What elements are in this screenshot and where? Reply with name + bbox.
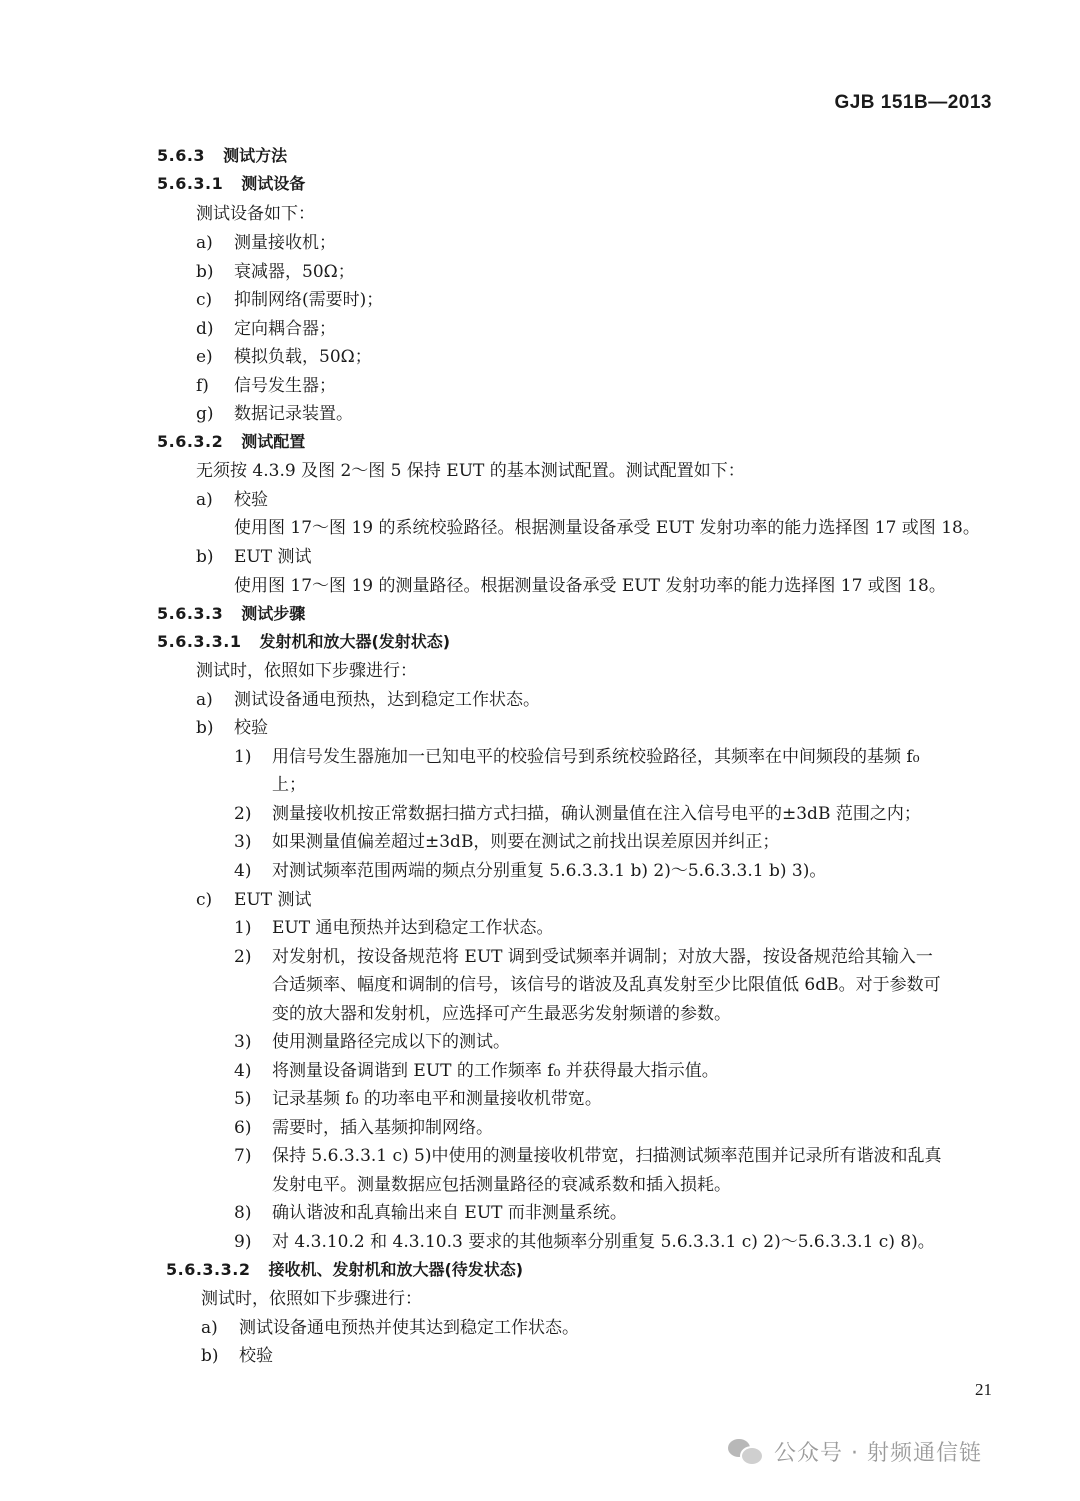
list-item [196,288,383,312]
paragraph-line [196,202,315,226]
line-text: 上； [272,775,306,795]
list-item [196,545,311,569]
paragraph-line [201,1287,422,1311]
list-marker: 1) [234,747,252,767]
list-item [196,345,372,369]
list-item [234,1144,942,1168]
line-text: 测试配置 [241,432,306,451]
list-item [196,716,268,740]
list-marker: a) [196,233,213,253]
section-number: 5.6.3.3 [157,604,224,623]
paragraph-line [272,973,941,997]
section-heading [157,630,450,654]
list-marker: e) [196,347,213,367]
list-item [196,260,355,284]
list-marker: 5) [234,1089,252,1109]
list-marker: b) [196,718,214,738]
line-text: 衰减器，50Ω； [234,262,355,282]
line-text: 保持 5.6.3.3.1 c) 5)中使用的测量接收机带宽，扫描测试频率范围并记录所有谐波和乱真 [272,1146,942,1166]
line-text: EUT 通电预热并达到稳定工作状态。 [272,918,554,938]
line-text: 数据记录装置。 [234,404,353,424]
list-marker: b) [196,262,214,282]
section-heading [166,1258,523,1282]
line-text: 对发射机，按设备规范将 EUT 调到受试频率并调制；对放大器，按设备规范给其输入一 [272,947,933,967]
line-text: 合适频率、幅度和调制的信号，该信号的谐波及乱真发射至少比限值低 6dB。对于参数可 [272,975,941,995]
paragraph-line [196,459,745,483]
line-text: 无须按 4.3.9 及图 2～图 5 保持 EUT 的基本测试配置。测试配置如下： [196,461,745,481]
list-marker: 4) [234,861,252,881]
page-number: 21 [975,1380,992,1399]
list-marker: 9) [234,1232,252,1252]
line-text: EUT 测试 [234,547,312,567]
line-text: 校验 [234,490,268,510]
list-marker: a) [201,1318,218,1338]
line-text: 对测试频率范围两端的频点分别重复 5.6.3.3.1 b) 2)～5.6.3.3.1 b) 3)。 [272,861,827,881]
list-item [234,1087,602,1111]
line-text: 使用图 17～图 19 的测量路径。根据测量设备承受 EUT 发射功率的能力选择图 17 或图 18。 [234,576,946,596]
paragraph-line [272,1173,731,1197]
section-heading [157,602,305,626]
list-item [234,1201,627,1225]
line-text: 测试时，依照如下步骤进行： [201,1289,422,1309]
list-marker: b) [196,547,214,567]
list-item [196,374,336,398]
line-text: EUT 测试 [234,890,312,910]
line-text: 如果测量值偏差超过±3dB，则要在测试之前找出误差原因并纠正； [272,832,780,852]
wechat-icon [728,1437,762,1465]
list-item [196,231,336,255]
list-item [234,916,553,940]
paragraph-line [272,773,306,797]
section-number: 5.6.3.3.1 [157,632,242,651]
list-marker: 7) [234,1146,252,1166]
document-code: GJB 151B—2013 [834,92,992,113]
list-item [234,1030,510,1054]
list-item [196,888,311,912]
line-text: 确认谐波和乱真输出来自 EUT 而非测量系统。 [272,1203,627,1223]
list-item [234,745,920,769]
line-text: 测试设备通电预热，达到稳定工作状态。 [234,690,540,710]
line-text: 测试步骤 [241,604,306,623]
list-item [234,802,921,826]
list-item [234,830,779,854]
list-marker: d) [196,319,214,339]
line-text: 测试设备如下： [196,204,315,224]
list-marker: a) [196,490,213,510]
list-marker: 1) [234,918,252,938]
line-text: 信号发生器； [234,376,336,396]
line-text: 发射电平。测量数据应包括测量路径的衰减系数和插入损耗。 [272,1175,731,1195]
list-item [196,688,540,712]
paragraph-line [196,659,417,683]
line-text: 测量接收机按正常数据扫描方式扫描，确认测量值在注入信号电平的±3dB 范围之内； [272,804,921,824]
watermark [728,1433,982,1469]
list-marker: c) [196,890,213,910]
section-number: 5.6.3.1 [157,174,224,193]
list-item [234,1230,935,1254]
list-marker: 3) [234,832,252,852]
line-text: 测量接收机； [234,233,336,253]
list-marker: c) [196,290,213,310]
list-item [234,1116,493,1140]
line-text: 测试方法 [223,146,288,165]
section-heading [157,172,305,196]
line-text: 对 4.3.10.2 和 4.3.10.3 要求的其他频率分别重复 5.6.3.3.1 c) 2)～5.6.3.3.1 c) 8)。 [272,1232,935,1252]
list-marker: 4) [234,1061,252,1081]
list-item [234,945,933,969]
line-text: 使用图 17～图 19 的系统校验路径。根据测量设备承受 EUT 发射功率的能力选择图 17 或图 18。 [234,518,980,538]
watermark-text: 公众号 · 射频通信链 [774,1440,982,1466]
list-marker: a) [196,690,213,710]
list-marker: 2) [234,804,252,824]
paragraph-line [234,516,980,540]
section-number: 5.6.3.3.2 [166,1260,251,1279]
section-heading [157,430,305,454]
list-item [196,488,268,512]
section-number: 5.6.3.2 [157,432,224,451]
list-marker: 2) [234,947,252,967]
paragraph-line [234,574,946,598]
line-text: 模拟负载，50Ω； [234,347,372,367]
section-number: 5.6.3 [157,146,206,165]
list-item [201,1316,579,1340]
line-text: 校验 [239,1346,273,1366]
list-item [196,402,353,426]
list-item [196,317,336,341]
line-text: 测试设备通电预热并使其达到稳定工作状态。 [239,1318,579,1338]
line-text: 测试设备 [241,174,306,193]
line-text: 用信号发生器施加一已知电平的校验信号到系统校验路径，其频率在中间频段的基频 f₀ [272,747,920,767]
line-text: 将测量设备调谐到 EUT 的工作频率 f₀ 并获得最大指示值。 [272,1061,719,1081]
line-text: 需要时，插入基频抑制网络。 [272,1118,493,1138]
list-item [234,859,826,883]
line-text: 变的放大器和发射机，应选择可产生最恶劣发射频谱的参数。 [272,1004,731,1024]
line-text: 校验 [234,718,268,738]
list-item [201,1344,273,1368]
line-text: 记录基频 f₀ 的功率电平和测量接收机带宽。 [272,1089,602,1109]
paragraph-line [272,1002,731,1026]
line-text: 使用测量路径完成以下的测试。 [272,1032,510,1052]
list-item [234,1059,719,1083]
line-text: 抑制网络(需要时)； [234,290,384,310]
list-marker: g) [196,404,214,424]
line-text: 测试时，依照如下步骤进行： [196,661,417,681]
line-text: 接收机、发射机和放大器(待发状态) [268,1260,524,1279]
list-marker: b) [201,1346,219,1366]
line-text: 定向耦合器； [234,319,336,339]
section-heading [157,144,287,168]
list-marker: 8) [234,1203,252,1223]
line-text: 发射机和放大器(发射状态) [259,632,451,651]
list-marker: f) [196,376,209,396]
list-marker: 6) [234,1118,252,1138]
list-marker: 3) [234,1032,252,1052]
